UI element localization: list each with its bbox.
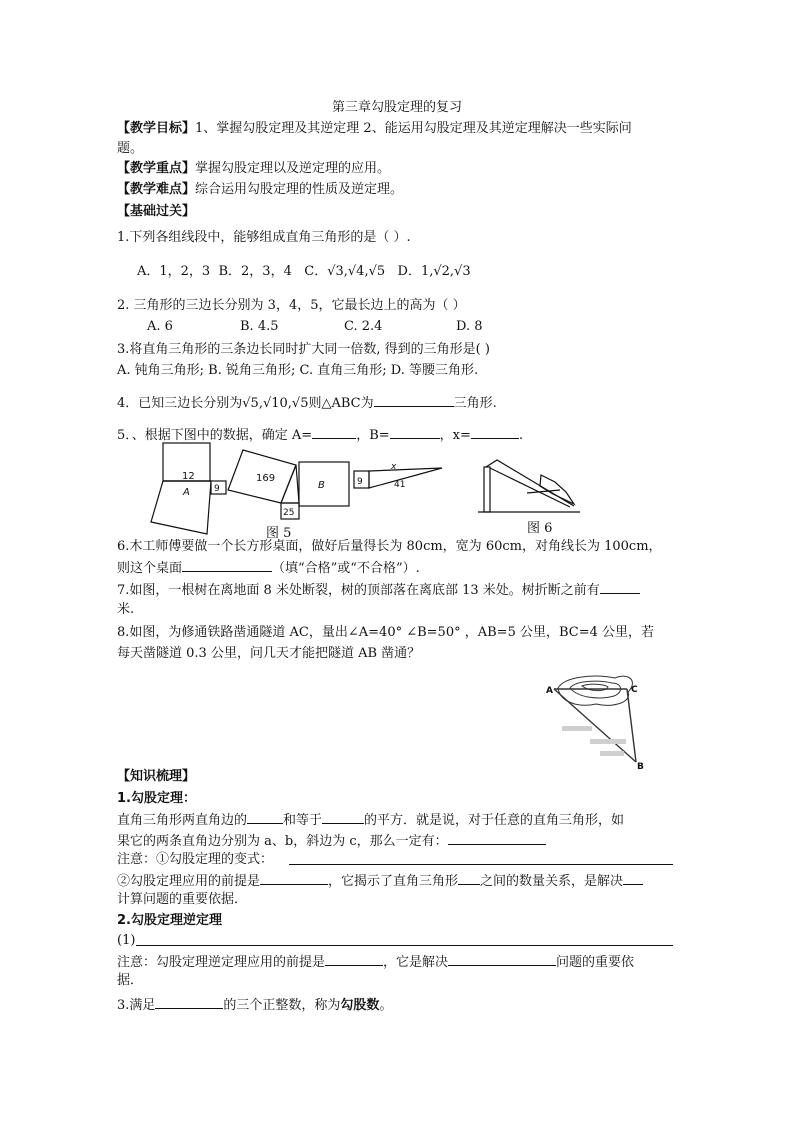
- k2-item1-blank[interactable]: [136, 944, 673, 946]
- q6-pre: 则这个桌面: [117, 561, 183, 576]
- q6-blank[interactable]: [182, 558, 272, 572]
- k1-heading: 1.勾股定理：: [117, 791, 196, 806]
- k3-line: [117, 995, 392, 1014]
- triangle-x: [369, 468, 442, 488]
- figure-6: [478, 460, 580, 512]
- goals-label: 【教学目标】: [117, 121, 196, 136]
- basics-heading: 【基础过关】: [117, 204, 196, 219]
- k1-l2: 果它的两条直角边分别为 a、b，斜边为 c，那么一定有：: [117, 834, 448, 849]
- difficulty-label: 【教学难点】: [117, 182, 196, 197]
- label-12: 12: [182, 471, 195, 482]
- k2-item-1: (1): [117, 933, 136, 948]
- k1-blank-5[interactable]: [458, 871, 480, 885]
- q1-option-b: B．2，3，4: [218, 264, 292, 279]
- label-9: 9: [214, 484, 220, 494]
- label-x: x: [391, 462, 397, 472]
- k2-note-mid: ，它是解决: [383, 955, 449, 970]
- fallen-top: [486, 460, 574, 506]
- q1-option-a: A．1，2，3: [137, 264, 211, 279]
- tree-trunk: [484, 467, 490, 512]
- q3-stem: 3.将直角三角形的三条边长同时扩大同一倍数, 得到的三角形是( ): [117, 342, 490, 357]
- q5-mid2: ，x=: [439, 428, 471, 443]
- q7-unit: 米.: [117, 602, 135, 617]
- key-point-text: 掌握勾股定理以及逆定理的应用。: [195, 161, 391, 176]
- page-title: 第三章勾股定理的复习: [331, 100, 462, 115]
- k3-blank[interactable]: [155, 995, 223, 1009]
- k1-note-3: 计算问题的重要依据．: [117, 892, 248, 907]
- q2-option-b: B. 4.5: [240, 319, 279, 334]
- branch-1: [527, 490, 560, 493]
- label-9b: 9: [357, 477, 363, 487]
- foliage: [540, 475, 574, 504]
- q5-pre: 5．、根据下图中的数据，确定 A=: [117, 428, 313, 443]
- k3-term: 勾股数: [340, 998, 380, 1013]
- k1-l1-post: 的平方．就是说，对于任意的直角三角形，如: [364, 813, 625, 828]
- label-41: 41: [394, 480, 406, 490]
- q1-option-d: D．1,√2,√3: [397, 264, 471, 279]
- q8-line-2: 每天凿隧道 0.3 公里，问几天才能把隧道 AB 凿通？: [117, 646, 421, 661]
- q6-post: （填“合格”或“不合格”）.: [272, 561, 420, 576]
- difficulty-text: 综合运用勾股定理的性质及逆定理。: [195, 182, 404, 197]
- q2-option-a: A. 6: [147, 319, 173, 334]
- label-25: 25: [283, 508, 295, 518]
- square-a: [151, 481, 211, 534]
- q6-line-2: [117, 558, 420, 577]
- figures-row: [0, 0, 794, 560]
- goals-text-1: 1、掌握勾股定理及其逆定理 2、能运用勾股定理及其逆定理解决一些实际问: [195, 121, 632, 136]
- q8-line-1: 8.如图，为修通铁路凿通隧道 AC，量出∠A=40° ∠B=50° ，AB=5 公里，BC=4 公里，若: [117, 625, 655, 640]
- k3-pre: 3.满足: [117, 998, 156, 1013]
- knowledge-heading: 【知识梳理】: [117, 769, 196, 784]
- k2-note: [117, 952, 634, 971]
- k1-blank-6[interactable]: [623, 871, 643, 885]
- k3-post: 的三个正整数，称为: [223, 998, 341, 1013]
- q2-stem: 2. 三角形的三边长分别为 3，4，5，它最长边上的高为（ ）: [117, 298, 466, 313]
- figure-6-caption: 图 6: [527, 521, 553, 536]
- q4-pre: 4．已知三边长分别为√5,√10,√5则△ABC为: [117, 396, 374, 411]
- figure-5-caption: 图 5: [266, 526, 292, 541]
- q2-option-d: D. 8: [456, 319, 483, 334]
- q7-text: 7.如图，一根树在离地面 8 米处断裂，树的顶部落在离底部 13 米处。树折断之前有: [117, 583, 600, 598]
- k1-note2-post: 之间的数量关系，是解决: [480, 874, 624, 889]
- k1-l1-pre: 直角三角形两直角边的: [117, 813, 248, 828]
- k1-note2-mid: ，它揭示了直角三角形: [328, 874, 459, 889]
- q8-figure: [540, 668, 660, 774]
- faded-text: [562, 726, 626, 756]
- k1-l1-mid: 和等于: [283, 813, 323, 828]
- q1-stem: 1.下列各组线段中，能够组成直角三角形的是（ ）.: [117, 230, 411, 245]
- k2-note-end: 据．: [117, 973, 144, 988]
- label-b: B: [318, 480, 325, 491]
- label-c-point: C: [631, 685, 638, 695]
- k1-blank-3[interactable]: [448, 831, 546, 845]
- q7-blank[interactable]: [600, 580, 640, 594]
- k1-note-2: [117, 871, 643, 890]
- k1-blank-2[interactable]: [322, 810, 364, 824]
- q1-option-c: C．√3,√4,√5: [304, 264, 386, 279]
- q5-end: .: [518, 428, 524, 443]
- fallen-top-2: [490, 468, 570, 507]
- k1-blank-4[interactable]: [260, 871, 328, 885]
- q3-options: A. 钝角三角形; B. 锐角三角形; C. 直角三角形; D. 等腰三角形.: [117, 363, 479, 378]
- k1-note2-pre: ②勾股定理应用的前提是: [117, 874, 261, 889]
- key-point-label: 【教学重点】: [117, 161, 196, 176]
- label-b-point: B: [637, 762, 644, 772]
- k2-blank-2[interactable]: [448, 952, 556, 966]
- triangle-mid: [281, 465, 299, 503]
- k2-note-post: 问题的重要依: [556, 955, 635, 970]
- q2-option-c: C. 2.4: [344, 319, 383, 334]
- side-bc: [627, 689, 636, 762]
- q5-mid1: ，B=: [356, 428, 390, 443]
- q4-post: 三角形.: [453, 396, 497, 411]
- k1-note1-blank[interactable]: [289, 863, 673, 865]
- k3-end: 。: [379, 998, 393, 1013]
- k1-blank-1[interactable]: [247, 810, 283, 824]
- label-a-point: A: [546, 686, 553, 696]
- k2-heading: 2.勾股定理逆定理: [117, 913, 222, 928]
- q7-line: [117, 580, 640, 599]
- k2-note-pre: 注意：勾股定理逆定理应用的前提是: [117, 955, 326, 970]
- label-a: A: [183, 487, 190, 498]
- k2-blank-1[interactable]: [325, 952, 383, 966]
- k1-note-1: 注意：①勾股定理的变式：: [117, 852, 274, 867]
- q6-line-1: 6.木工师傅要做一个长方形桌面，做好后量得长为 80cm，宽为 60cm，对角线长为 100cm，: [117, 539, 662, 554]
- goals-text-2: 题。: [117, 141, 144, 156]
- label-169: 169: [256, 473, 276, 484]
- k1-line-1: [117, 810, 624, 829]
- k1-line-2: [117, 831, 546, 850]
